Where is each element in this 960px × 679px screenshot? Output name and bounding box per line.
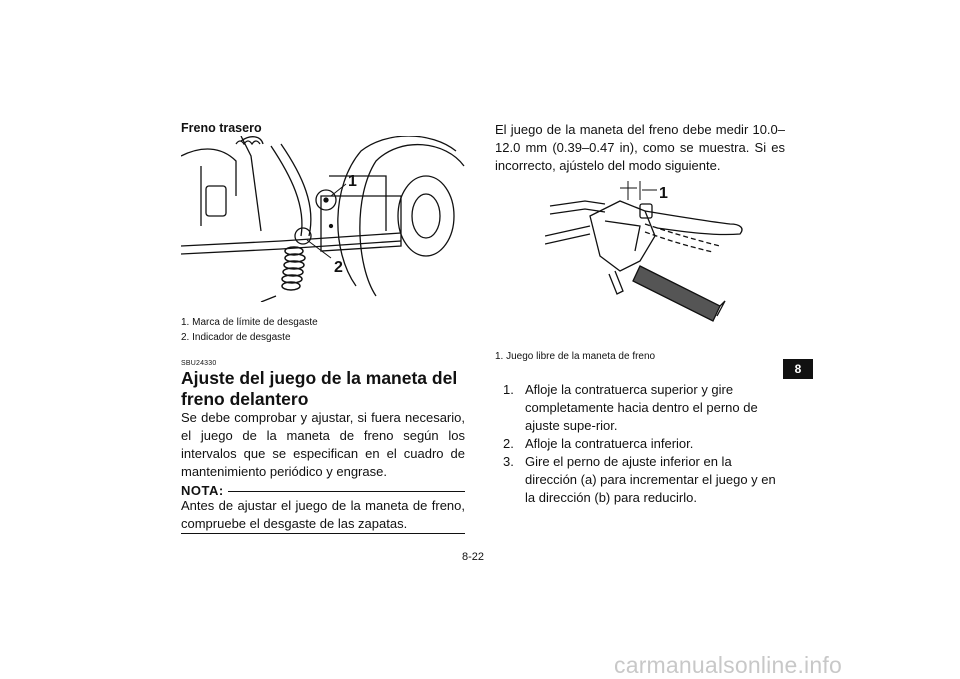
note-label: NOTA: xyxy=(181,483,224,498)
note-text: Antes de ajustar el juego de la maneta de freno, compruebe el desgaste de las zapatas. xyxy=(181,498,465,531)
step-text: Afloje la contratuerca inferior. xyxy=(525,436,694,451)
procedure-step-1 xyxy=(495,381,785,435)
figure1-caption-1: 1. Marca de límite de desgaste xyxy=(181,317,318,328)
figure1-caption-2: 2. Indicador de desgaste xyxy=(181,332,291,343)
watermark: carmanualsonline.info xyxy=(614,652,842,678)
procedure-steps xyxy=(495,381,785,507)
brake-lever-illustration xyxy=(545,176,775,326)
procedure-step-3 xyxy=(495,453,785,507)
figure1-callout-2: 2 xyxy=(334,259,343,276)
section-heading: Ajuste del juego de la maneta del freno delantero xyxy=(181,368,458,409)
note-end-rule xyxy=(181,533,465,534)
step-number: 1. xyxy=(503,382,514,397)
intro-paragraph: El juego de la maneta del freno debe medir 10.0–12.0 mm (0.39–0.47 in), como se muestra. Si es incorrecto, ajústelo del modo siguiente. xyxy=(495,122,785,173)
step-number: 3. xyxy=(503,454,514,469)
step-text: Gire el perno de ajuste inferior en la dirección (a) para incrementar el juego y en la dirección (b) para reducirlo. xyxy=(525,454,776,505)
figure1-caption-list xyxy=(181,315,318,345)
chapter-tab: 8 xyxy=(783,359,813,379)
section-code: SBU24330 xyxy=(181,360,217,367)
note-rule xyxy=(228,491,465,492)
step-number: 2. xyxy=(503,436,514,451)
figure2-caption: 1. Juego libre de la maneta de freno xyxy=(495,351,656,362)
page-number: 8-22 xyxy=(462,551,485,563)
step-text: Afloje la contratuerca superior y gire completamente hacia dentro el perno de ajuste supe-rior. xyxy=(525,382,758,433)
subsection-title: Freno trasero xyxy=(181,121,262,135)
body-paragraph: Se debe comprobar y ajustar, si fuera necesario, el juego de la maneta de freno según los intervalos que se especifican en el cuadro de mantenimiento periódico y engrase. xyxy=(181,410,465,479)
procedure-step-2 xyxy=(495,435,785,453)
figure2-callout-1: 1 xyxy=(659,185,668,202)
figure1-callout-1: 1 xyxy=(348,173,357,190)
rear-brake-illustration xyxy=(181,136,465,302)
